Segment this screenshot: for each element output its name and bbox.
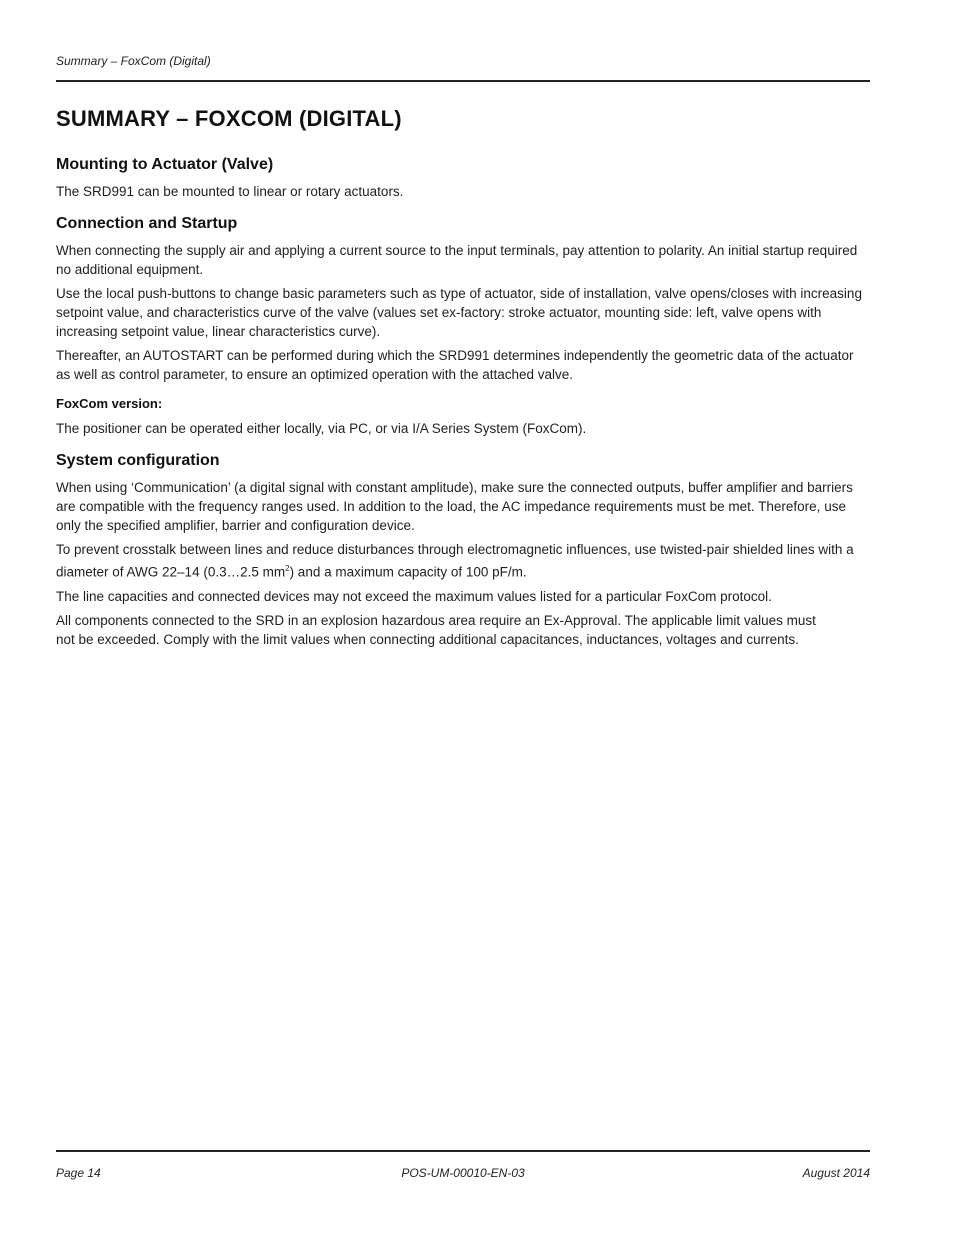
paragraph-text: To prevent crosstalk between lines and reduce disturbances through electromagnetic influences, use twisted-pair shielded lines with a diameter of AWG 22–14 (0.3…2.5 mm: [56, 542, 854, 580]
paragraph: Use the local push-buttons to change basic parameters such as type of actuator, side of installation, valve opens/closes with increasing setpoint value, and characteristics curve of the valve (values set ex-factory: stroke actuator, mounting side: left, valve opens with increasing setpoint value, linear characteristics curve).: [56, 286, 862, 339]
paragraph: Thereafter, an AUTOSTART can be performed during which the SRD991 determines independently the geometric data of the actuator as well as control parameter, to ensure an optimized operation with the attached valve.: [56, 348, 854, 382]
section-heading: Connection and Startup: [56, 215, 238, 232]
paragraph: The positioner can be operated either locally, via PC, or via I/A Series System (FoxCom).: [56, 421, 587, 436]
publication-date: August 2014: [802, 1166, 870, 1180]
document-page: [56, 0, 870, 1235]
header-divider: [56, 80, 870, 82]
section-mounting: [56, 156, 870, 201]
section-heading: System configuration: [56, 452, 220, 469]
section-heading: Mounting to Actuator (Valve): [56, 156, 274, 173]
subsection-heading: FoxCom version:: [56, 396, 163, 411]
running-header: Summary – FoxCom (Digital): [56, 54, 211, 68]
paragraph: All components connected to the SRD in an explosion hazardous area require an Ex-Approval. The applicable limit values must not be exceeded. Comply with the limit values when connecting additional capacitances, inductances, voltages and currents.: [56, 612, 816, 647]
section-system-configuration: [56, 452, 870, 649]
paragraph: The SRD991 can be mounted to linear or rotary actuators.: [56, 184, 404, 199]
paragraph: The line capacities and connected devices may not exceed the maximum values listed for a particular FoxCom protocol.: [56, 588, 772, 604]
page-content: [56, 106, 870, 654]
paragraph: When using ‘Communication’ (a digital signal with constant amplitude), make sure the connected outputs, buffer amplifier and barriers are compatible with the frequency ranges used. In addition to the load, the AC impedance requirements must be met. Therefore, use only the specified amplifier, barrier and configuration device.: [56, 480, 853, 533]
document-id: POS-UM-00010-EN-03: [401, 1166, 525, 1180]
section-connection-startup: [56, 215, 870, 438]
paragraph: When connecting the supply air and applying a current source to the input terminals, pay attention to polarity. An initial startup required no additional equipment.: [56, 243, 858, 277]
paragraph-text: ) and a maximum capacity of 100 pF/m.: [289, 564, 527, 580]
footer-divider: [56, 1150, 870, 1152]
paragraph-crosstalk: [56, 540, 870, 582]
superscript: 2: [285, 564, 290, 573]
page-title: SUMMARY – FOXCOM (DIGITAL): [56, 106, 402, 131]
page-number: Page 14: [56, 1166, 101, 1180]
